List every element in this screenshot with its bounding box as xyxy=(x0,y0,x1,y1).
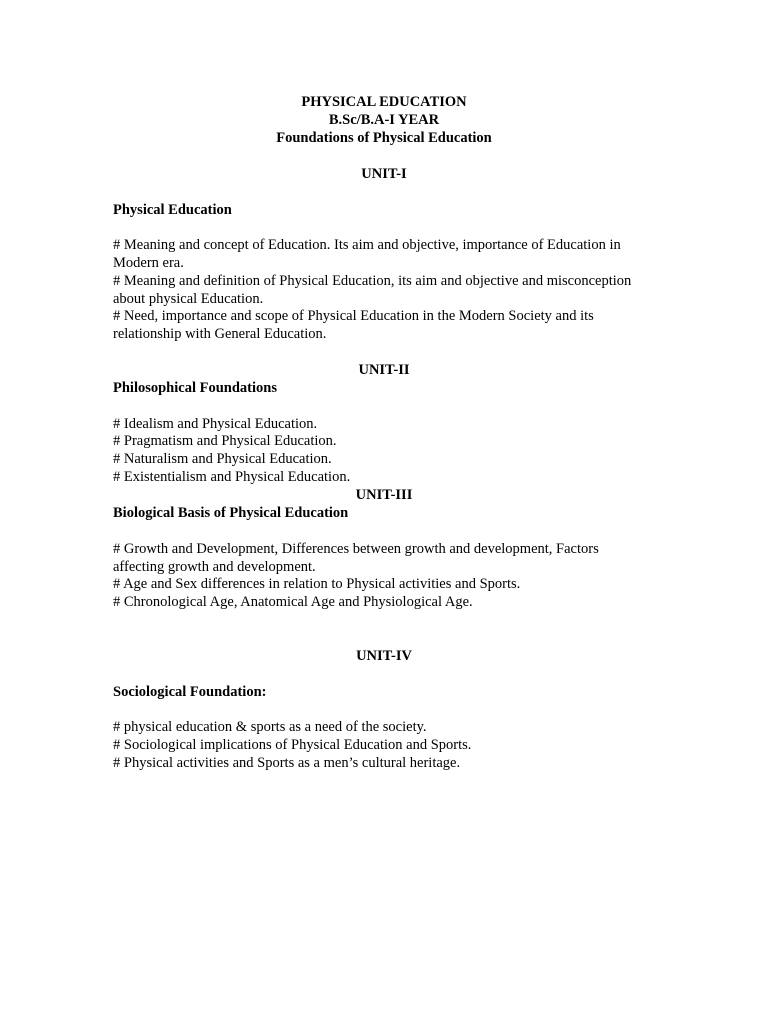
unit-4-heading: Sociological Foundation: xyxy=(113,684,267,700)
unit-4-line-1: # physical education & sports as a need of the society. xyxy=(113,719,427,735)
unit-1-line-1: # Meaning and concept of Education. Its aim and objective, importance of Education in xyxy=(113,237,621,253)
unit-3-line-4: # Chronological Age, Anatomical Age and Physiological Age. xyxy=(113,594,473,610)
unit-1-line-4: about physical Education. xyxy=(113,291,264,307)
unit-4-line-3: # Physical activities and Sports as a men’s cultural heritage. xyxy=(113,755,461,771)
unit-2-line-3: # Naturalism and Physical Education. xyxy=(113,451,332,467)
unit-4-label: UNIT-IV xyxy=(356,648,412,664)
unit-2-line-2: # Pragmatism and Physical Education. xyxy=(113,433,337,449)
document-title: PHYSICAL EDUCATION xyxy=(301,94,467,110)
unit-3-label: UNIT-III xyxy=(355,487,413,503)
unit-2-line-1: # Idealism and Physical Education. xyxy=(113,416,318,432)
unit-3-heading: Biological Basis of Physical Education xyxy=(113,505,349,521)
unit-1-label: UNIT-I xyxy=(361,166,407,182)
unit-1-heading: Physical Education xyxy=(113,202,232,218)
unit-2-label: UNIT-II xyxy=(358,362,410,378)
unit-3-line-2: affecting growth and development. xyxy=(113,559,316,575)
unit-1-line-3: # Meaning and definition of Physical Education, its aim and objective and misconception xyxy=(113,273,632,289)
unit-1-line-2: Modern era. xyxy=(113,255,184,271)
unit-3-line-3: # Age and Sex differences in relation to Physical activities and Sports. xyxy=(113,576,521,592)
unit-3-line-1: # Growth and Development, Differences between growth and development, Factors xyxy=(113,541,599,557)
unit-4-line-2: # Sociological implications of Physical Education and Sports. xyxy=(113,737,472,753)
unit-1-line-6: relationship with General Education. xyxy=(113,326,327,342)
unit-1-line-5: # Need, importance and scope of Physical Education in the Modern Society and its xyxy=(113,308,594,324)
document-year: B.Sc/B.A-I YEAR xyxy=(328,112,440,128)
unit-2-line-4: # Existentialism and Physical Education. xyxy=(113,469,351,485)
unit-2-heading: Philosophical Foundations xyxy=(113,380,277,396)
document-subject: Foundations of Physical Education xyxy=(276,130,492,146)
